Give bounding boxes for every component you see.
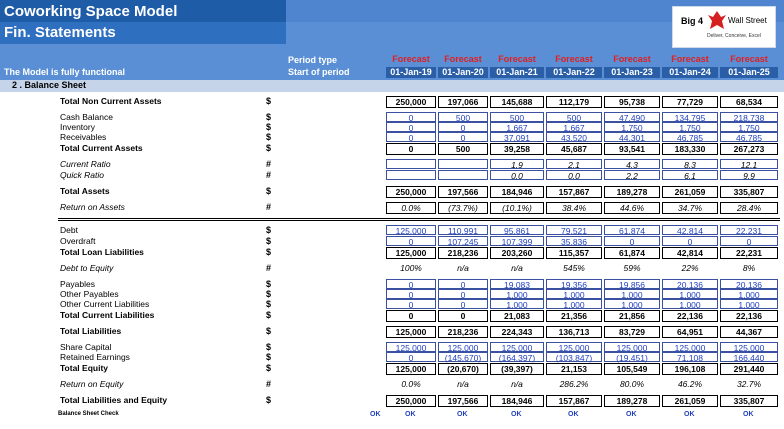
- table-cell[interactable]: 261,059: [662, 186, 718, 198]
- table-cell[interactable]: 21,856: [604, 310, 660, 322]
- table-cell[interactable]: 22,231: [720, 247, 778, 259]
- period-date: 01-Jan-23: [604, 67, 660, 78]
- row-label: Debt to Equity: [60, 263, 114, 273]
- period-date: 01-Jan-22: [546, 67, 602, 78]
- row-label: Debt: [60, 225, 78, 235]
- row-unit: $: [266, 395, 272, 405]
- table-cell[interactable]: 42,814: [662, 247, 718, 259]
- table-cell[interactable]: 9.9: [720, 170, 778, 180]
- row-label: Other Current Liabilities: [60, 299, 150, 309]
- table-cell[interactable]: 1,000: [662, 299, 718, 309]
- functional-note: The Model is fully functional: [4, 67, 126, 77]
- table-cell[interactable]: 107,245: [438, 236, 488, 246]
- period-date: 01-Jan-21: [490, 67, 544, 78]
- period-date: 01-Jan-24: [662, 67, 718, 78]
- table-row: [0, 225, 784, 236]
- table-row: [0, 236, 784, 247]
- row-unit: $: [266, 96, 272, 106]
- table-cell[interactable]: 197,566: [438, 186, 488, 198]
- column-header: [546, 54, 602, 78]
- logo-bull-icon: [707, 9, 727, 33]
- table-cell[interactable]: 1,000: [490, 289, 544, 299]
- table-cell[interactable]: 125,000: [720, 342, 778, 352]
- row-label: Total Loan Liabilities: [60, 247, 144, 257]
- column-header: [438, 54, 488, 78]
- table-cell[interactable]: 46.2%: [677, 379, 703, 389]
- table-cell[interactable]: 224,343: [490, 326, 544, 338]
- table-cell[interactable]: 183,330: [662, 143, 718, 155]
- table-cell[interactable]: 4.3: [604, 159, 660, 169]
- row-unit: $: [266, 225, 272, 235]
- table-cell[interactable]: (39,397): [490, 363, 544, 375]
- table-cell[interactable]: 2.1: [546, 159, 602, 169]
- table-row: [0, 395, 784, 406]
- table-cell[interactable]: 0: [386, 143, 436, 155]
- table-cell[interactable]: 125,000: [386, 247, 436, 259]
- row-label: Cash Balance: [60, 112, 113, 122]
- period-type: Forecast: [444, 54, 482, 64]
- table-cell[interactable]: 0: [662, 236, 718, 246]
- table-cell[interactable]: 286.2%: [559, 379, 589, 389]
- table-cell[interactable]: 43,520: [546, 132, 602, 142]
- table-cell[interactable]: 1,667: [546, 122, 602, 132]
- row-unit: $: [266, 310, 272, 320]
- period-type: Forecast: [498, 54, 536, 64]
- table-cell[interactable]: 0: [720, 236, 778, 246]
- balance-check-value: OK: [743, 411, 754, 418]
- table-cell[interactable]: 196,108: [662, 363, 718, 375]
- column-header: [490, 54, 544, 78]
- table-cell[interactable]: 0: [438, 279, 488, 289]
- table-cell[interactable]: 0: [438, 310, 488, 322]
- table-cell[interactable]: 38.4%: [546, 202, 602, 214]
- table-cell[interactable]: 19,083: [490, 279, 544, 289]
- row-label: Return on Equity: [60, 379, 124, 389]
- table-cell[interactable]: 125,000: [490, 342, 544, 352]
- logo-text-left: Big 4: [681, 16, 704, 26]
- table-cell[interactable]: 250,000: [386, 395, 436, 407]
- row-unit: #: [266, 379, 272, 389]
- table-cell[interactable]: 0: [386, 299, 436, 309]
- table-cell[interactable]: n/a: [511, 379, 523, 389]
- table-cell[interactable]: 0.0: [546, 170, 602, 180]
- table-cell[interactable]: 125,000: [386, 326, 436, 338]
- table-cell[interactable]: 0: [438, 122, 488, 132]
- table-cell[interactable]: 22%: [681, 263, 699, 273]
- row-label: Share Capital: [60, 342, 112, 352]
- table-cell[interactable]: 0: [386, 289, 436, 299]
- table-row: [0, 96, 784, 107]
- table-row: [0, 186, 784, 197]
- table-cell[interactable]: 335,807: [720, 186, 778, 198]
- table-cell[interactable]: 100%: [400, 263, 422, 273]
- table-cell[interactable]: 42,814: [662, 225, 718, 235]
- table-cell[interactable]: 105,549: [604, 363, 660, 375]
- section-header: [0, 80, 784, 92]
- table-cell[interactable]: 21,356: [546, 310, 602, 322]
- table-cell[interactable]: 261,059: [662, 395, 718, 407]
- table-cell[interactable]: 19,356: [546, 279, 602, 289]
- table-cell[interactable]: 45,687: [546, 143, 602, 155]
- table-cell[interactable]: 218,236: [438, 247, 488, 259]
- row-unit: $: [266, 342, 272, 352]
- period-date: 01-Jan-25: [720, 67, 778, 78]
- table-cell[interactable]: 95,861: [490, 225, 544, 235]
- row-label: Overdraft: [60, 236, 96, 246]
- table-cell[interactable]: 267,273: [720, 143, 778, 155]
- table-cell[interactable]: n/a: [457, 263, 469, 273]
- table-cell[interactable]: 8.3: [662, 159, 718, 169]
- row-unit: $: [266, 279, 272, 289]
- table-cell[interactable]: 157,867: [546, 186, 602, 198]
- table-cell[interactable]: 125,000: [386, 342, 436, 352]
- table-cell[interactable]: 125,000: [662, 342, 718, 352]
- row-label: Total Current Liabilities: [60, 310, 155, 320]
- row-unit: #: [266, 263, 272, 273]
- table-row: [0, 143, 784, 154]
- table-cell[interactable]: 125,000: [438, 342, 488, 352]
- table-cell[interactable]: 0: [386, 112, 436, 122]
- table-cell[interactable]: 1,750: [662, 122, 718, 132]
- table-row: [0, 202, 784, 213]
- table-cell[interactable]: 125,000: [604, 342, 660, 352]
- table-cell[interactable]: (10.1%): [490, 202, 544, 214]
- table-cell[interactable]: n/a: [457, 379, 469, 389]
- table-cell[interactable]: 19,856: [604, 279, 660, 289]
- app-title-bar: [0, 0, 286, 22]
- table-cell[interactable]: 12.1: [720, 159, 778, 169]
- period-type: Forecast: [392, 54, 430, 64]
- table-cell[interactable]: 22,231: [720, 225, 778, 235]
- table-cell[interactable]: 250,000: [386, 96, 436, 108]
- table-cell[interactable]: [386, 170, 436, 180]
- logo: [672, 6, 776, 48]
- table-cell[interactable]: 2.2: [604, 170, 660, 180]
- table-cell[interactable]: 0: [386, 236, 436, 246]
- table-cell[interactable]: 59%: [623, 263, 641, 273]
- table-cell[interactable]: 110,991: [438, 225, 488, 235]
- table-cell[interactable]: 189,278: [604, 395, 660, 407]
- table-cell[interactable]: 335,807: [720, 395, 778, 407]
- table-cell[interactable]: 1,000: [546, 289, 602, 299]
- table-cell[interactable]: [438, 170, 488, 180]
- table-cell[interactable]: 32.7%: [736, 379, 762, 389]
- period-type: Forecast: [555, 54, 593, 64]
- table-cell[interactable]: 291,440: [720, 363, 778, 375]
- balance-check-label: Balance Sheet Check: [58, 411, 119, 417]
- table-cell[interactable]: 22,136: [662, 310, 718, 322]
- table-cell[interactable]: 46,785: [662, 132, 718, 142]
- row-unit: $: [266, 326, 272, 336]
- table-row: [0, 170, 784, 181]
- table-cell[interactable]: 1.9: [490, 159, 544, 169]
- table-cell[interactable]: 500: [438, 112, 488, 122]
- table-cell[interactable]: 125,000: [546, 342, 602, 352]
- table-cell[interactable]: 184,946: [490, 186, 544, 198]
- table-cell[interactable]: 61,874: [604, 247, 660, 259]
- table-cell[interactable]: 61,874: [604, 225, 660, 235]
- row-label: Total Non Current Assets: [60, 96, 162, 106]
- row-label: Return on Assets: [60, 202, 125, 212]
- table-cell[interactable]: [438, 159, 488, 169]
- balance-check-value: OK: [568, 411, 579, 418]
- table-row: [0, 379, 784, 390]
- row-unit: $: [266, 299, 272, 309]
- row-unit: $: [266, 289, 272, 299]
- table-cell[interactable]: 71,108: [662, 352, 718, 362]
- table-cell[interactable]: 0: [438, 289, 488, 299]
- table-cell[interactable]: 0: [438, 299, 488, 309]
- period-date: 01-Jan-19: [386, 67, 436, 78]
- table-cell[interactable]: 218,236: [438, 326, 488, 338]
- section-divider: [58, 220, 780, 221]
- row-label: Other Payables: [60, 289, 119, 299]
- table-cell[interactable]: 21,083: [490, 310, 544, 322]
- table-row: [0, 326, 784, 337]
- table-cell[interactable]: 6.1: [662, 170, 718, 180]
- table-cell[interactable]: 95,738: [604, 96, 660, 108]
- table-cell[interactable]: 21,153: [546, 363, 602, 375]
- table-row: [0, 363, 784, 374]
- row-label: Total Assets: [60, 186, 110, 196]
- table-row: [0, 132, 784, 143]
- table-cell[interactable]: 28.4%: [720, 202, 778, 214]
- table-cell[interactable]: 37,091: [490, 132, 544, 142]
- table-cell[interactable]: 136,713: [546, 326, 602, 338]
- table-row: [0, 299, 784, 310]
- logo-tagline: Deliver, Conceive, Excel: [707, 33, 761, 39]
- sheet-title: Fin. Statements: [4, 24, 116, 41]
- table-cell[interactable]: 20,136: [662, 279, 718, 289]
- period-type-label: Period type: [288, 55, 338, 65]
- column-header: [662, 54, 718, 78]
- row-unit: $: [266, 186, 272, 196]
- table-row: [0, 263, 784, 274]
- table-cell[interactable]: 68,534: [720, 96, 778, 108]
- row-unit: $: [266, 143, 272, 153]
- table-cell[interactable]: 500: [438, 143, 488, 155]
- row-label: Receivables: [60, 132, 107, 142]
- table-cell[interactable]: 35,836: [546, 236, 602, 246]
- table-cell[interactable]: 1,000: [490, 299, 544, 309]
- table-row: [0, 247, 784, 258]
- table-cell[interactable]: 500: [546, 112, 602, 122]
- table-cell[interactable]: 64,951: [662, 326, 718, 338]
- table-cell[interactable]: [386, 159, 436, 169]
- table-cell[interactable]: 0.0: [490, 170, 544, 180]
- table-row: [0, 352, 784, 363]
- column-header: [720, 54, 778, 78]
- row-unit: $: [266, 122, 272, 132]
- table-cell[interactable]: 1,000: [720, 299, 778, 309]
- balance-check-value: OK: [626, 411, 637, 418]
- balance-check-overall: OK: [370, 411, 381, 418]
- table-cell[interactable]: 46,785: [720, 132, 778, 142]
- table-cell[interactable]: 44,367: [720, 326, 778, 338]
- table-cell[interactable]: 77,729: [662, 96, 718, 108]
- table-cell[interactable]: 0.0%: [401, 379, 421, 389]
- table-cell[interactable]: 20,136: [720, 279, 778, 289]
- table-cell[interactable]: 189,278: [604, 186, 660, 198]
- table-row: [0, 159, 784, 170]
- table-cell[interactable]: 166,440: [720, 352, 778, 362]
- row-label: Total Liabilities: [60, 326, 122, 336]
- table-cell[interactable]: 1,667: [490, 122, 544, 132]
- table-cell[interactable]: 22,136: [720, 310, 778, 322]
- row-unit: $: [266, 236, 272, 246]
- table-cell[interactable]: 1,000: [662, 289, 718, 299]
- row-label: Retained Earnings: [60, 352, 130, 362]
- table-cell[interactable]: 134,795: [662, 112, 718, 122]
- table-cell[interactable]: 93,541: [604, 143, 660, 155]
- table-cell[interactable]: (19,451): [604, 352, 660, 362]
- period-type: Forecast: [671, 54, 709, 64]
- table-cell[interactable]: (103,847): [546, 352, 602, 362]
- period-type: Forecast: [613, 54, 651, 64]
- row-unit: $: [266, 132, 272, 142]
- table-cell[interactable]: n/a: [511, 263, 523, 273]
- section-title: 2 . Balance Sheet: [12, 80, 87, 90]
- column-header: [386, 54, 436, 78]
- balance-check-value: OK: [684, 411, 695, 418]
- table-cell[interactable]: (20,670): [438, 363, 488, 375]
- table-cell[interactable]: 0: [604, 236, 660, 246]
- table-cell[interactable]: 500: [490, 112, 544, 122]
- app-title: Coworking Space Model: [4, 3, 178, 20]
- row-unit: $: [266, 247, 272, 257]
- row-unit: #: [266, 202, 272, 212]
- table-cell[interactable]: (73.7%): [438, 202, 488, 214]
- table-cell[interactable]: 197,566: [438, 395, 488, 407]
- table-cell[interactable]: 44,301: [604, 132, 660, 142]
- table-cell[interactable]: 39,258: [490, 143, 544, 155]
- row-label: Inventory: [60, 122, 95, 132]
- row-unit: #: [266, 159, 272, 169]
- table-cell[interactable]: 0.0%: [386, 202, 436, 214]
- table-cell[interactable]: 44.6%: [604, 202, 660, 214]
- row-unit: $: [266, 363, 272, 373]
- row-unit: $: [266, 112, 272, 122]
- row-label: Current Ratio: [60, 159, 111, 169]
- table-cell[interactable]: 203,260: [490, 247, 544, 259]
- table-cell[interactable]: 0: [386, 310, 436, 322]
- table-cell[interactable]: (164,397): [490, 352, 544, 362]
- table-cell[interactable]: 79,521: [546, 225, 602, 235]
- table-cell[interactable]: 145,688: [490, 96, 544, 108]
- section-divider: [58, 218, 780, 219]
- table-cell[interactable]: 0: [386, 352, 436, 362]
- table-cell[interactable]: 80.0%: [619, 379, 645, 389]
- table-cell[interactable]: (145,670): [438, 352, 488, 362]
- period-type: Forecast: [730, 54, 768, 64]
- table-cell[interactable]: 0: [386, 122, 436, 132]
- row-label: Total Liabilities and Equity: [60, 395, 168, 405]
- logo-text-right: Wall Street: [728, 16, 767, 25]
- balance-check-value: OK: [405, 411, 416, 418]
- row-label: Quick Ratio: [60, 170, 104, 180]
- table-cell[interactable]: 1,000: [604, 299, 660, 309]
- table-cell[interactable]: 197,066: [438, 96, 488, 108]
- table-cell[interactable]: 0: [438, 132, 488, 142]
- sheet-title-bar: [0, 22, 286, 44]
- table-cell[interactable]: 8%: [742, 263, 756, 273]
- column-header: [604, 54, 660, 78]
- table-row: [0, 310, 784, 321]
- period-date: 01-Jan-20: [438, 67, 488, 78]
- table-cell[interactable]: 107,399: [490, 236, 544, 246]
- table-cell[interactable]: 1,000: [720, 289, 778, 299]
- table-cell[interactable]: 0: [386, 132, 436, 142]
- table-cell[interactable]: 157,867: [546, 395, 602, 407]
- table-cell[interactable]: 0: [386, 279, 436, 289]
- balance-check-value: OK: [511, 411, 522, 418]
- row-unit: #: [266, 170, 272, 180]
- row-label: Payables: [60, 279, 95, 289]
- row-unit: $: [266, 352, 272, 362]
- table-cell[interactable]: 1,000: [546, 299, 602, 309]
- row-label: Total Equity: [60, 363, 109, 373]
- table-cell[interactable]: 184,946: [490, 395, 544, 407]
- table-cell[interactable]: 34.7%: [662, 202, 718, 214]
- table-cell[interactable]: 1,000: [604, 289, 660, 299]
- table-cell[interactable]: 218,738: [720, 112, 778, 122]
- table-cell[interactable]: 115,357: [546, 247, 602, 259]
- table-cell[interactable]: 47,490: [604, 112, 660, 122]
- table-cell[interactable]: 1,750: [604, 122, 660, 132]
- table-cell[interactable]: 125,000: [386, 225, 436, 235]
- start-period-label: Start of period: [288, 67, 350, 77]
- row-label: Total Current Assets: [60, 143, 143, 153]
- table-cell[interactable]: 250,000: [386, 186, 436, 198]
- balance-check-value: OK: [457, 411, 468, 418]
- table-cell[interactable]: 545%: [563, 263, 585, 273]
- table-cell[interactable]: 112,179: [546, 96, 602, 108]
- table-cell[interactable]: 125,000: [386, 363, 436, 375]
- table-cell[interactable]: 83,729: [604, 326, 660, 338]
- table-cell[interactable]: 1,750: [720, 122, 778, 132]
